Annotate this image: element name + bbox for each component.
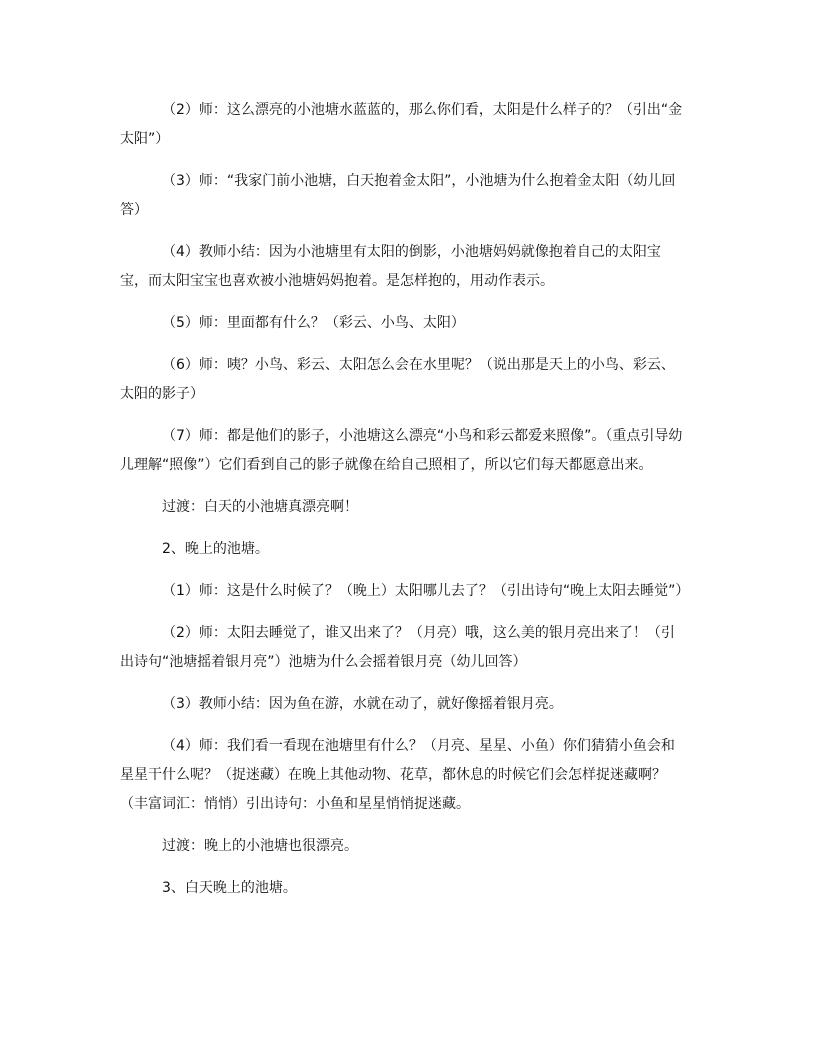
section-heading-night-pond: 2、晚上的池塘。	[162, 541, 269, 557]
document-body	[120, 96, 688, 916]
paragraph-night-question-4: （4）师：我们看一看现在池塘里有什么？（月亮、星星、小鱼）你们猜猜小鱼会和星星干什么呢？（捉迷藏）在晚上其他动物、花草，都休息的时候它们会怎样捉迷藏啊？（丰富词汇：悄悄）引出诗句：小鱼和星星悄悄捉迷藏。	[120, 738, 675, 812]
paragraph-night-summary-3: （3）教师小结：因为鱼在游，水就在动了，就好像摇着银月亮。	[162, 696, 563, 712]
paragraph-teacher-question-7: （7）师：都是他们的影子，小池塘这么漂亮“小鸟和彩云都爱来照像”。（重点引导幼儿理解“照像”）它们看到自己的影子就像在给自己照相了，所以它们每天都愿意出来。	[120, 428, 683, 473]
paragraph-teacher-question-2: （2）师：这么漂亮的小池塘水蓝蓝的，那么你们看，太阳是什么样子的？（引出“金太阳”）	[120, 102, 683, 147]
paragraph-transition-night: 过渡：晚上的小池塘也很漂亮。	[162, 838, 358, 854]
paragraph-teacher-question-6: （6）师：咦？小鸟、彩云、太阳怎么会在水里呢？（说出那是天上的小鸟、彩云、太阳的影子）	[120, 357, 675, 402]
paragraph-night-question-2: （2）师：太阳去睡觉了，谁又出来了？（月亮）哦，这么美的银月亮出来了！（引出诗句“池塘摇着银月亮”）池塘为什么会摇着银月亮（幼儿回答）	[120, 625, 675, 670]
paragraph-transition-day: 过渡：白天的小池塘真漂亮啊！	[162, 499, 358, 515]
paragraph-teacher-question-5: （5）师：里面都有什么？（彩云、小鸟、太阳）	[162, 315, 465, 331]
paragraph-teacher-summary-4: （4）教师小结：因为小池塘里有太阳的倒影，小池塘妈妈就像抱着自己的太阳宝宝，而太阳宝宝也喜欢被小池塘妈妈抱着。是怎样抱的，用动作表示。	[120, 244, 661, 289]
paragraph-night-question-1: （1）师：这是什么时候了？（晚上）太阳哪儿去了？（引出诗句“晚上太阳去睡觉”）	[162, 583, 690, 599]
paragraph-teacher-question-3: （3）师：“我家门前小池塘，白天抱着金太阳”，小池塘为什么抱着金太阳（幼儿回答）	[120, 173, 676, 218]
section-heading-day-night-pond: 3、白天晚上的池塘。	[162, 880, 297, 896]
